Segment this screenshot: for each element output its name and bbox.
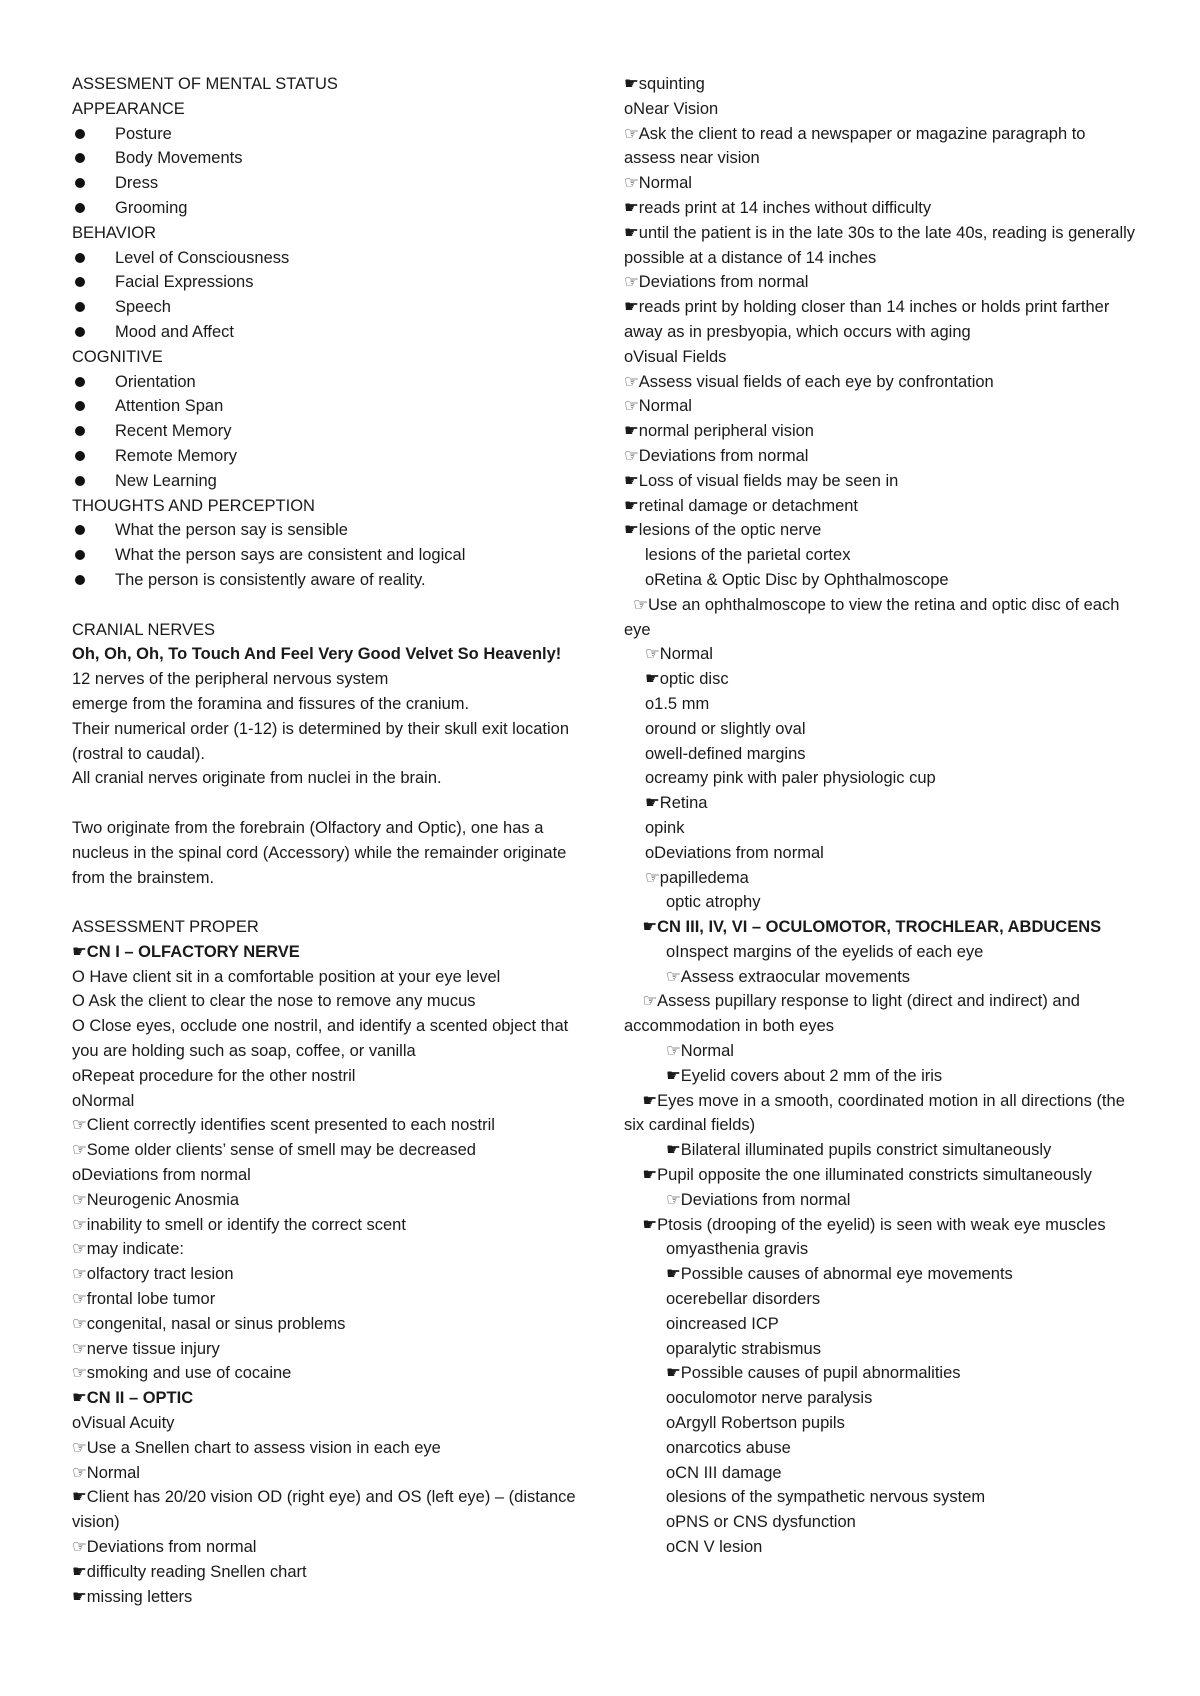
text-line-cognitive: COGNITIVE xyxy=(72,347,163,366)
text-line-normal: ☞Normal xyxy=(624,397,692,416)
bullet-item-what-the-person-say-is-sensible: What the person say is sensible xyxy=(72,518,592,543)
bullet-item-speech: Speech xyxy=(72,295,592,320)
text-line-oinspect-margins-of-the-eyelids-of-each-: oInspect margins of the eyelids of each eye xyxy=(666,942,984,961)
text-line-two-originate-from-the-forebrain-olfacto: Two originate from the forebrain (Olfactory and Optic), one has a nucleus in the spinal cord (Accessory) while the remainder originate from the brainstem. xyxy=(72,818,571,887)
text-line-odeviations-from-normal: oDeviations from normal xyxy=(645,843,824,862)
text-line-smoking-and-use-of-cocaine: ☞smoking and use of cocaine xyxy=(72,1364,292,1383)
text-line-possible-causes-of-abnormal-eye-movement: ☛Possible causes of abnormal eye movements xyxy=(666,1265,1013,1284)
text-line-oincreased-icp: oincreased ICP xyxy=(666,1314,779,1333)
text-line-use-a-snellen-chart-to-assess-vision-in-: ☞Use a Snellen chart to assess vision in each eye xyxy=(72,1438,441,1457)
text-line-o-have-client-sit-in-a-comfortable-posit: O Have client sit in a comfortable position at your eye level xyxy=(72,967,501,986)
text-line-inability-to-smell-or-identify-the-corre: ☞inability to smell or identify the correct scent xyxy=(72,1215,406,1234)
text-line-bilateral-illuminated-pupils-constrict-s: ☛Bilateral illuminated pupils constrict simultaneously xyxy=(666,1141,1052,1160)
text-line-thoughts-and-perception: THOUGHTS AND PERCEPTION xyxy=(72,496,315,515)
bullet-item-dress: Dress xyxy=(72,171,592,196)
text-line-deviations-from-normal: ☞Deviations from normal xyxy=(666,1190,851,1209)
text-line-cn-iii-iv-vi-oculomotor-trochlear-abduce: ☛CN III, IV, VI – OCULOMOTOR, TROCHLEAR, ABDUCENS xyxy=(624,918,1102,937)
text-line-papilledema: ☞papilledema xyxy=(645,868,749,887)
bullet-item-recent-memory: Recent Memory xyxy=(72,419,592,444)
text-line-ovisual-fields: oVisual Fields xyxy=(624,347,727,366)
text-line-missing-letters: ☛missing letters xyxy=(72,1587,193,1606)
text-line-their-numerical-order-1-12-is-determined: Their numerical order (1-12) is determined by their skull exit location (rostral to caudal). xyxy=(72,719,574,763)
text-line-deviations-from-normal: ☞Deviations from normal xyxy=(72,1538,257,1557)
bullet-item-grooming: Grooming xyxy=(72,196,592,221)
text-line-assesment-of-mental-status: ASSESMENT OF MENTAL STATUS xyxy=(72,75,338,93)
text-line-oargyll-robertson-pupils: oArgyll Robertson pupils xyxy=(666,1414,845,1433)
bullet-item-attention-span: Attention Span xyxy=(72,394,592,419)
text-line-congenital-nasal-or-sinus-problems: ☞congenital, nasal or sinus problems xyxy=(72,1314,346,1333)
text-line-until-the-patient-is-in-the-late-30s-to-: ☛until the patient is in the late 30s to the late 40s, reading is generally possible at a distance of 14 inches xyxy=(624,223,1140,267)
bullet-item-remote-memory: Remote Memory xyxy=(72,444,592,469)
text-line-olesions-of-the-sympathetic-nervous-syst: olesions of the sympathetic nervous system xyxy=(666,1488,986,1507)
text-line-oh-oh-oh-to-touch-and-feel-very-good-vel: Oh, Oh, Oh, To Touch And Feel Very Good Velvet So Heavenly! xyxy=(72,645,562,664)
text-line-retina: ☛Retina xyxy=(645,794,708,813)
right-column xyxy=(624,72,1140,1560)
bullet-item-facial-expressions: Facial Expressions xyxy=(72,270,592,295)
text-line-possible-causes-of-pupil-abnormalities: ☛Possible causes of pupil abnormalities xyxy=(666,1364,961,1383)
bullet-item-the-person-is-consistently-aware-of-real: The person is consistently aware of reality. xyxy=(72,568,592,593)
text-line-assess-pupillary-response-to-light-direc: ☞Assess pupillary response to light (direct and indirect) and accommodation in both eyes xyxy=(624,992,1085,1036)
text-line-onarcotics-abuse: onarcotics abuse xyxy=(666,1438,791,1457)
text-line-client-correctly-identifies-scent-presen: ☞Client correctly identifies scent presented to each nostril xyxy=(72,1116,495,1135)
text-line-reads-print-by-holding-closer-than-14-in: ☛reads print by holding closer than 14 inches or holds print farther away as in presbyopia, which occurs with aging xyxy=(624,298,1114,341)
text-line-lesions-of-the-parietal-cortex: lesions of the parietal cortex xyxy=(645,546,851,565)
text-line-ptosis-drooping-of-the-eyelid-is-seen-wi: ☛Ptosis (drooping of the eyelid) is seen with weak eye muscles xyxy=(624,1215,1106,1234)
text-line-appearance: APPEARANCE xyxy=(72,99,185,118)
text-line-squinting: ☛squinting xyxy=(624,75,705,93)
text-line-opns-or-cns-dysfunction: oPNS or CNS dysfunction xyxy=(666,1513,856,1532)
text-line-difficulty-reading-snellen-chart: ☛difficulty reading Snellen chart xyxy=(72,1562,307,1581)
text-line-some-older-clients-sense-of-smell-may-be: ☞Some older clients’ sense of smell may be decreased xyxy=(72,1141,476,1160)
text-line-orepeat-procedure-for-the-other-nostril: oRepeat procedure for the other nostril xyxy=(72,1066,356,1085)
text-line-eyes-move-in-a-smooth-coordinated-motion: ☛Eyes move in a smooth, coordinated motion in all directions (the six cardinal fields) xyxy=(624,1091,1130,1135)
text-line-client-has-20-20-vision-od-right-eye-and: ☛Client has 20/20 vision OD (right eye) and OS (left eye) – (distance vision) xyxy=(72,1488,581,1532)
text-line-normal: ☞Normal xyxy=(72,1463,140,1482)
text-line-oretina-optic-disc-by-ophthalmoscope: oRetina & Optic Disc by Ophthalmoscope xyxy=(645,570,949,589)
blank-line-blank xyxy=(72,593,592,618)
bullet-item-new-learning: New Learning xyxy=(72,469,592,494)
text-line-owell-defined-margins: owell-defined margins xyxy=(645,744,806,763)
bullet-item-body-movements: Body Movements xyxy=(72,146,592,171)
text-line-nerve-tissue-injury: ☞nerve tissue injury xyxy=(72,1339,220,1358)
text-line-pupil-opposite-the-one-illuminated-const: ☛Pupil opposite the one illuminated constricts simultaneously xyxy=(624,1166,1092,1185)
text-line-o-close-eyes-occlude-one-nostril-and-ide: O Close eyes, occlude one nostril, and identify a scented object that you are holding such as soap, coffee, or vanilla xyxy=(72,1017,573,1061)
text-line-oparalytic-strabismus: oparalytic strabismus xyxy=(666,1339,821,1358)
text-line-olfactory-tract-lesion: ☞olfactory tract lesion xyxy=(72,1265,234,1284)
left-column xyxy=(72,72,592,1609)
text-line-o1-5-mm: o1.5 mm xyxy=(645,694,710,713)
text-line-ocreamy-pink-with-paler-physiologic-cup: ocreamy pink with paler physiologic cup xyxy=(645,769,936,788)
blank-line-blank xyxy=(72,791,592,816)
text-line-onormal: oNormal xyxy=(72,1091,135,1110)
text-line-optic-atrophy: optic atrophy xyxy=(666,893,761,912)
text-line-ask-the-client-to-read-a-newspaper-or-ma: ☞Ask the client to read a newspaper or magazine paragraph to assess near vision xyxy=(624,124,1091,168)
text-line-normal: ☞Normal xyxy=(645,645,713,664)
text-line-may-indicate: ☞may indicate: xyxy=(72,1240,185,1259)
text-line-ocn-v-lesion: oCN V lesion xyxy=(666,1538,763,1557)
text-line-emerge-from-the-foramina-and-fissures-of: emerge from the foramina and fissures of the cranium. xyxy=(72,694,470,713)
text-line-oround-or-slightly-oval: oround or slightly oval xyxy=(645,719,806,738)
text-line-lesions-of-the-optic-nerve: ☛lesions of the optic nerve xyxy=(624,521,822,540)
bullet-item-what-the-person-says-are-consistent-and-: What the person says are consistent and logical xyxy=(72,543,592,568)
text-line-use-an-ophthalmoscope-to-view-the-retina: ☞Use an ophthalmoscope to view the retina and optic disc of each eye xyxy=(624,595,1125,639)
text-line-deviations-from-normal: ☞Deviations from normal xyxy=(624,446,809,465)
bullet-item-level-of-consciousness: Level of Consciousness xyxy=(72,246,592,271)
text-line-loss-of-visual-fields-may-be-seen-in: ☛Loss of visual fields may be seen in xyxy=(624,471,899,490)
text-line-normal-peripheral-vision: ☛normal peripheral vision xyxy=(624,422,814,441)
text-line-assess-extraocular-movements: ☞Assess extraocular movements xyxy=(666,967,911,986)
text-line-all-cranial-nerves-originate-from-nuclei: All cranial nerves originate from nuclei in the brain. xyxy=(72,769,442,788)
bullet-item-orientation: Orientation xyxy=(72,370,592,395)
text-line-cn-ii-optic: ☛CN II – OPTIC xyxy=(72,1389,194,1408)
text-line-assess-visual-fields-of-each-eye-by-conf: ☞Assess visual fields of each eye by confrontation xyxy=(624,372,994,391)
text-line-ooculomotor-nerve-paralysis: ooculomotor nerve paralysis xyxy=(666,1389,873,1408)
text-line-deviations-from-normal: ☞Deviations from normal xyxy=(624,273,809,292)
text-line-odeviations-from-normal: oDeviations from normal xyxy=(72,1166,251,1185)
text-line-ocn-iii-damage: oCN III damage xyxy=(666,1463,782,1482)
text-line-omyasthenia-gravis: omyasthenia gravis xyxy=(666,1240,809,1259)
text-line-eyelid-covers-about-2-mm-of-the-iris: ☛Eyelid covers about 2 mm of the iris xyxy=(666,1066,943,1085)
text-line-reads-print-at-14-inches-without-difficu: ☛reads print at 14 inches without difficulty xyxy=(624,198,932,217)
text-line-retinal-damage-or-detachment: ☛retinal damage or detachment xyxy=(624,496,859,515)
text-line-normal: ☞Normal xyxy=(624,174,692,193)
text-line-behavior: BEHAVIOR xyxy=(72,223,157,242)
text-line-12-nerves-of-the-peripheral-nervous-syst: 12 nerves of the peripheral nervous system xyxy=(72,670,389,689)
text-line-normal: ☞Normal xyxy=(666,1042,734,1061)
text-line-optic-disc: ☛optic disc xyxy=(645,670,729,689)
text-line-neurogenic-anosmia: ☞Neurogenic Anosmia xyxy=(72,1190,240,1209)
text-line-ocerebellar-disorders: ocerebellar disorders xyxy=(666,1290,821,1309)
text-line-cranial-nerves: CRANIAL NERVES xyxy=(72,620,216,639)
text-line-ovisual-acuity: oVisual Acuity xyxy=(72,1414,175,1433)
bullet-item-posture: Posture xyxy=(72,122,592,147)
text-line-o-ask-the-client-to-clear-the-nose-to-re: O Ask the client to clear the nose to remove any mucus xyxy=(72,992,476,1011)
text-line-cn-i-olfactory-nerve: ☛CN I – OLFACTORY NERVE xyxy=(72,942,300,961)
text-line-frontal-lobe-tumor: ☞frontal lobe tumor xyxy=(72,1290,216,1309)
text-line-onear-vision: oNear Vision xyxy=(624,99,719,118)
text-line-opink: opink xyxy=(645,818,685,837)
bullet-item-mood-and-affect: Mood and Affect xyxy=(72,320,592,345)
text-line-assessment-proper: ASSESSMENT PROPER xyxy=(72,918,259,937)
blank-line-blank xyxy=(72,890,592,915)
